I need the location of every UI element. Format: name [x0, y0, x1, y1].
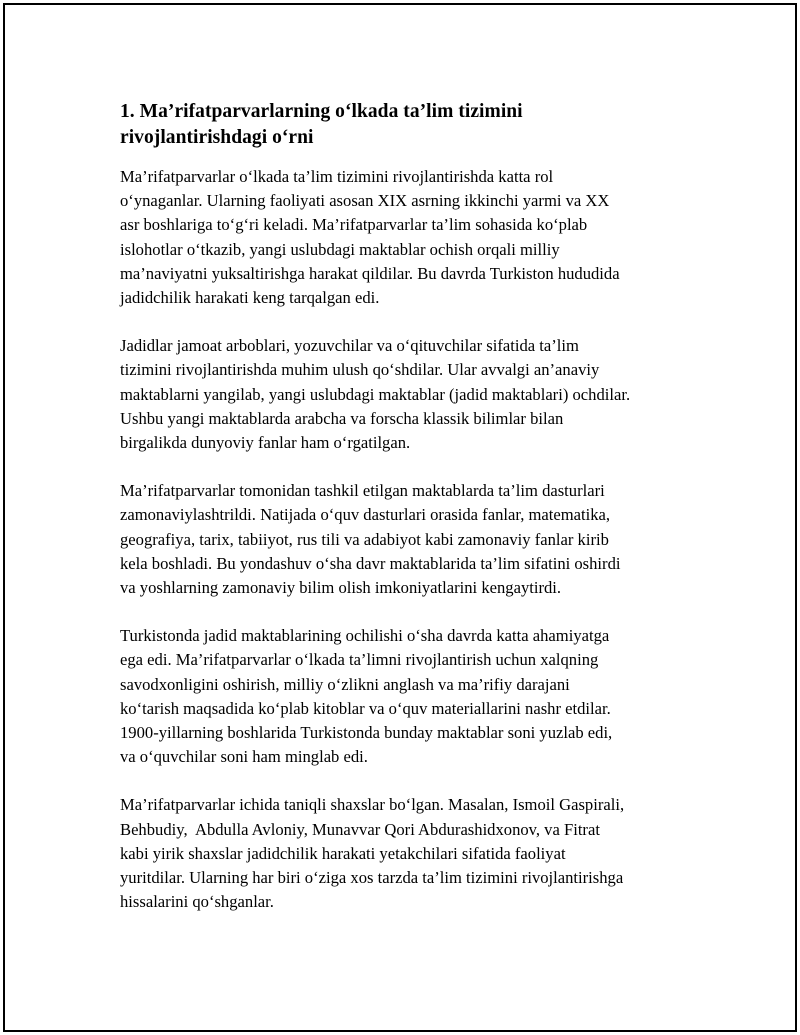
text-line: kela boshladi. Bu yondashuv o‘sha davr maktablarida ta’lim sifatini oshirdi [120, 553, 621, 573]
paragraph-5 [120, 793, 700, 914]
text-line: hissalarini qo‘shganlar. [120, 892, 274, 912]
paragraph-1 [120, 165, 700, 310]
text-line: Ma’rifatparvarlar tomonidan tashkil etilgan maktablarda ta’lim dasturlari [120, 481, 605, 501]
text-line: va yoshlarning zamonaviy bilim olish imkoniyatlarini kengaytirdi. [120, 578, 562, 598]
text-line: o‘ynaganlar. Ularning faoliyati asosan XIX asrning ikkinchi yarmi va XX [120, 191, 610, 211]
text-line: maktablarni yangilab, yangi uslubdagi maktablar (jadid maktablari) ochdilar. [120, 384, 631, 404]
text-line: savodxonligini oshirish, milliy o‘zlikni anglash va ma’rifiy darajani [120, 674, 570, 694]
text-line: Jadidlar jamoat arboblari, yozuvchilar va o‘qituvchilar sifatida ta’lim [120, 336, 579, 356]
text-line: zamonaviylashtrildi. Natijada o‘quv dasturlari orasida fanlar, matematika, [120, 505, 611, 525]
section-heading [120, 99, 700, 151]
text-line: birgalikda dunyoviy fanlar ham o‘rgatilgan. [120, 433, 411, 453]
text-line: Behbudiy, Abdulla Avloniy, Munavvar Qori Abdurashidxonov, va Fitrat [120, 819, 600, 839]
text-line: yuritdilar. Ularning har biri o‘ziga xos tarzda ta’lim tizimini rivojlantirishga [120, 868, 624, 888]
document-page [3, 3, 797, 1032]
text-line: islohotlar o‘tkazib, yangi uslubdagi maktablar ochish orqali milliy [120, 239, 560, 259]
text-line: Ma’rifatparvarlar ichida taniqli shaxslar bo‘lgan. Masalan, Ismoil Gaspirali, [120, 795, 625, 815]
text-line: kabi yirik shaxslar jadidchilik harakati yetakchilari sifatida faoliyat [120, 843, 566, 863]
heading-line: 1. Ma’rifatparvarlarning o‘lkada ta’lim tizimini [120, 101, 523, 122]
paragraph-2 [120, 334, 700, 455]
text-line: 1900-yillarning boshlarida Turkistonda bunday maktablar soni yuzlab edi, [120, 723, 613, 743]
text-line: asr boshlariga to‘g‘ri keladi. Ma’rifatparvarlar ta’lim sohasida ko‘plab [120, 215, 588, 235]
text-line: jadidchilik harakati keng tarqalgan edi. [120, 288, 380, 308]
paragraph-4 [120, 624, 700, 769]
text-line: geografiya, tarix, tabiiyot, rus tili va adabiyot kabi zamonaviy fanlar kirib [120, 529, 609, 549]
text-line: tizimini rivojlantirishda muhim ulush qo‘shdilar. Ular avvalgi an’anaviy [120, 360, 600, 380]
document-content [120, 99, 700, 938]
text-line: ma’naviyatni yuksaltirishga harakat qildilar. Bu davrda Turkiston hududida [120, 263, 620, 283]
text-line: va o‘quvchilar soni ham minglab edi. [120, 747, 368, 767]
text-line: Turkistonda jadid maktablarining ochilishi o‘sha davrda katta ahamiyatga [120, 626, 610, 646]
text-line: ko‘tarish maqsadida ko‘plab kitoblar va o‘quv materiallarini nashr etdilar. [120, 698, 611, 718]
text-line: Ma’rifatparvarlar o‘lkada ta’lim tizimini rivojlantirishda katta rol [120, 167, 554, 186]
text-line: Ushbu yangi maktablarda arabcha va forscha klassik bilimlar bilan [120, 408, 564, 428]
text-line: ega edi. Ma’rifatparvarlar o‘lkada ta’limni rivojlantirish uchun xalqning [120, 650, 599, 670]
heading-line: rivojlantirishdagi o‘rni [120, 127, 314, 148]
paragraph-3 [120, 479, 700, 600]
